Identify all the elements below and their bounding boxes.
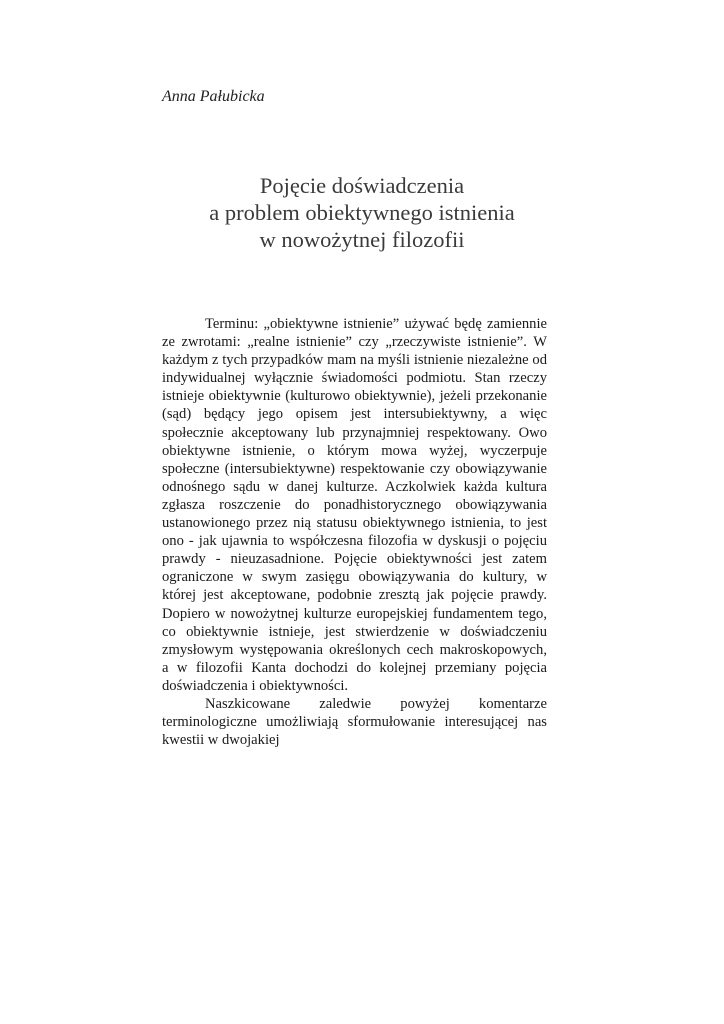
article-title [100,172,624,253]
body-paragraph-2: Naszkicowane zaledwie powyżej komentarze terminologiczne umożliwiają sformułowanie interesującej nas kwestii w dwojakiej [162,695,547,749]
author-name: Anna Pałubicka [162,88,265,105]
title-line-3: w nowożytnej filozofii [259,227,465,252]
title-line-2: a problem obiektywnego istnienia [209,200,515,225]
article-body [162,315,547,749]
body-paragraph-1: Terminu: „obiektywne istnienie” używać będę zamiennie ze zwrotami: „realne istnienie” czy „rzeczywiste istnienie”. W każdym z tych przypadków mam na myśli istnienie niezależne od indywidualnej wyłącznie świadomości podmiotu. Stan rzeczy istnieje obiektywnie (kulturowo obiektywnie), jeżeli przekonanie (sąd) będący jego opisem jest intersubiektywny, a więc społecznie akceptowany lub przynajmniej respektowany. Owo obiektywne istnienie, o którym mowa wyżej, wyczerpuje społeczne (intersubiektywne) respektowanie czy obowiązywanie odnośnego sądu w danej kulturze. Aczkolwiek każda kultura zgłasza roszczenie do ponadhistorycznego obowiązywania ustanowionego przez nią statusu obiektywnego istnienia, to jest ono - jak ujawnia to współczesna filozofia w dyskusji o pojęciu prawdy - nieuzasadnione. Pojęcie obiektywności jest zatem ograniczone w swym zasięgu obowiązywania do kultury, w której jest akceptowane, podobnie zresztą jak pojęcie prawdy. Dopiero w nowożytnej kulturze europejskiej fundamentem tego, co obiektywnie istnieje, jest stwierdzenie w doświadczeniu zmysłowym występowania określonych cech makroskopowych, a w filozofii Kanta dochodzi do kolejnej przemiany pojęcia doświadczenia i obiektywności. [162,316,547,694]
title-line-1: Pojęcie doświadczenia [259,173,465,198]
